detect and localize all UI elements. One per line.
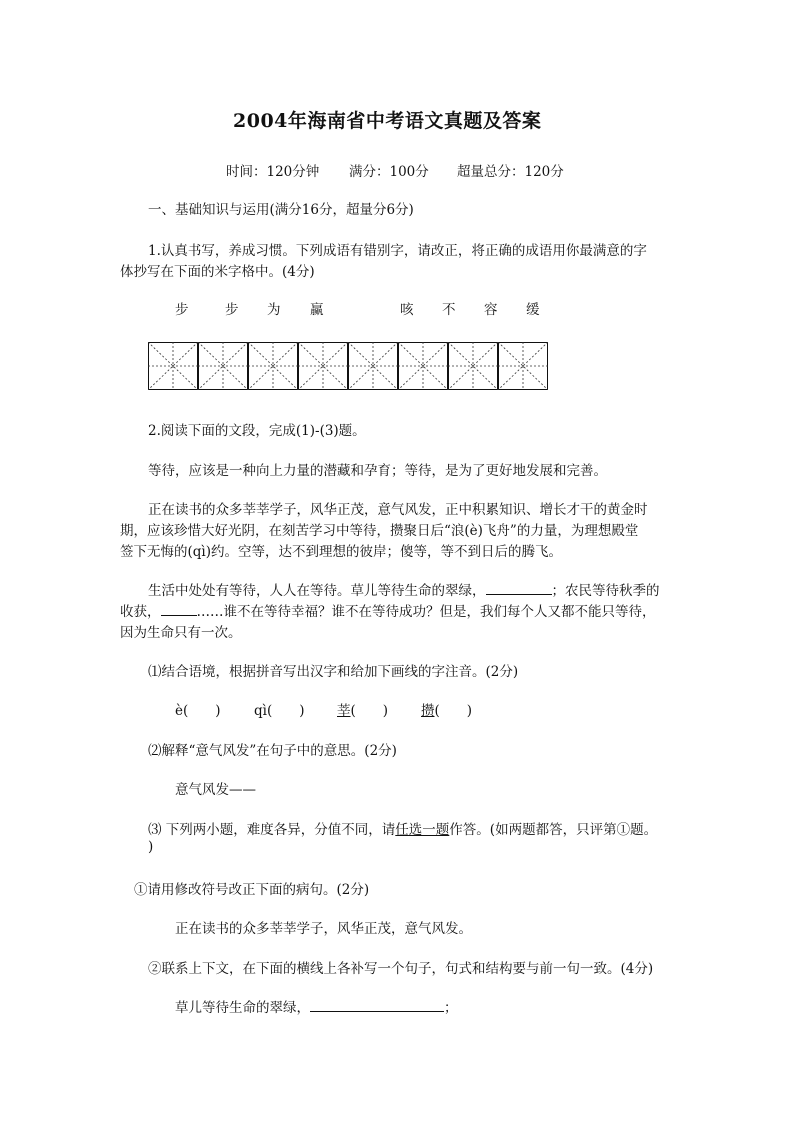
char-shen-slot[interactable] bbox=[337, 699, 388, 719]
passage-paragraph-1: 等待，应该是一种向上力量的潜藏和孕育；等待，是为了更好地发展和完善。 bbox=[148, 463, 607, 479]
subquestion-2-answer: 意气风发—— bbox=[175, 782, 256, 798]
item-2-text: 草儿等待生命的翠绿， bbox=[175, 1000, 310, 1016]
mi-grid-cell[interactable] bbox=[398, 342, 448, 390]
answer-blank[interactable] bbox=[310, 999, 444, 1012]
passage-p3-text: 收获， bbox=[120, 604, 161, 620]
answer-blank[interactable] bbox=[161, 603, 197, 616]
pinyin-e-slot[interactable]: è( ) bbox=[175, 703, 221, 719]
pinyin-qi-slot[interactable]: qì( ) bbox=[254, 703, 305, 719]
item-1: ①请用修改符号改正下面的病句。(2分) bbox=[134, 882, 370, 898]
subquestion-3-line2: ) bbox=[148, 839, 154, 855]
passage-p3-line2 bbox=[120, 600, 656, 620]
mi-grid-cell[interactable] bbox=[448, 342, 498, 390]
q1-text-line2: 体抄写在下面的米字格中。(4分) bbox=[120, 264, 315, 280]
full-score-info: 满分：100分 bbox=[349, 164, 429, 180]
idiom-char: 步 bbox=[175, 302, 189, 318]
mi-character-grid[interactable] bbox=[148, 342, 548, 390]
mi-grid-cell[interactable] bbox=[248, 342, 298, 390]
passage-p3-text: 生活中处处有等待，人人在等待。草儿等待生命的翠绿， bbox=[148, 583, 486, 599]
idiom-char: 不 bbox=[442, 302, 456, 318]
passage-p2-line2: 期，应该珍惜大好光阴，在刻苦学习中等待，攒聚日后“浪(è)飞舟”的力量，为理想殿堂 bbox=[120, 523, 639, 539]
idiom-char: 为 bbox=[267, 302, 281, 318]
mi-grid-cell[interactable] bbox=[298, 342, 348, 390]
q1-text-line1: 1.认真书写，养成习惯。下列成语有错别字，请改正，将正确的成语用你最满意的字 bbox=[148, 243, 647, 259]
subquestion-2: ⑵解释“意气风发”在句子中的意思。(2分) bbox=[148, 743, 397, 759]
time-info: 时间：120分钟 bbox=[226, 164, 320, 180]
item-2-text: ； bbox=[444, 1000, 458, 1016]
item-1-sentence: 正在读书的众多莘莘学子，风华正茂，意气风发。 bbox=[175, 921, 472, 937]
passage-p2-line3: 签下无悔的(qì)约。空等，达不到理想的彼岸；傻等，等不到日后的腾飞。 bbox=[120, 544, 562, 560]
passage-p3-text: ……谁不在等待幸福？谁不在等待成功？但是，我们每个人又都不能只等待， bbox=[196, 604, 656, 620]
item-2-sentence bbox=[175, 996, 458, 1016]
paren-slot: ( ) bbox=[434, 703, 473, 719]
passage-p2-line1: 正在读书的众多莘莘学子，风华正茂，意气风发，正中积累知识、增长才干的黄金时 bbox=[148, 502, 648, 518]
idiom-char: 缓 bbox=[526, 302, 540, 318]
subquestion-3-text: 作答。(如两题都答，只评第①题。 bbox=[449, 822, 658, 838]
mi-grid-cell[interactable] bbox=[348, 342, 398, 390]
char-zan-slot[interactable] bbox=[421, 699, 472, 719]
subquestion-1: ⑴结合语境，根据拼音写出汉字和给加下画线的字注音。(2分) bbox=[148, 664, 519, 680]
subquestion-3 bbox=[148, 818, 657, 838]
q2-intro: 2.阅读下面的文段，完成(1)-(3)题。 bbox=[148, 423, 366, 439]
passage-p3-line1 bbox=[148, 579, 660, 599]
mi-grid-cell[interactable] bbox=[148, 342, 198, 390]
passage-p3-line3: 因为生命只有一次。 bbox=[120, 625, 242, 641]
paren-slot: ( ) bbox=[350, 703, 389, 719]
over-score-info: 超量总分：120分 bbox=[457, 164, 564, 180]
subquestion-3-text: ⑶ 下列两小题，难度各异，分值不同，请 bbox=[148, 822, 396, 838]
idiom-char: 容 bbox=[484, 302, 498, 318]
page-title: 2004年海南省中考语文真题及答案 bbox=[233, 110, 542, 132]
mi-grid-cell[interactable] bbox=[198, 342, 248, 390]
passage-p3-text: ；农民等待秋季的 bbox=[551, 583, 660, 599]
idiom-char: 咳 bbox=[400, 302, 414, 318]
underlined-char: 莘 bbox=[337, 703, 351, 719]
answer-blank[interactable] bbox=[486, 582, 552, 595]
idiom-char: 赢 bbox=[310, 302, 324, 318]
underlined-char: 攒 bbox=[421, 703, 435, 719]
item-2: ②联系上下文，在下面的横线上各补写一个句子，句式和结构要与前一句一致。(4分) bbox=[148, 961, 654, 977]
idiom-char: 步 bbox=[225, 302, 239, 318]
mi-grid-cell[interactable] bbox=[498, 342, 548, 390]
section-heading: 一、基础知识与运用(满分16分，超量分6分) bbox=[148, 202, 414, 218]
subquestion-3-emphasis: 任选一题 bbox=[395, 822, 450, 838]
